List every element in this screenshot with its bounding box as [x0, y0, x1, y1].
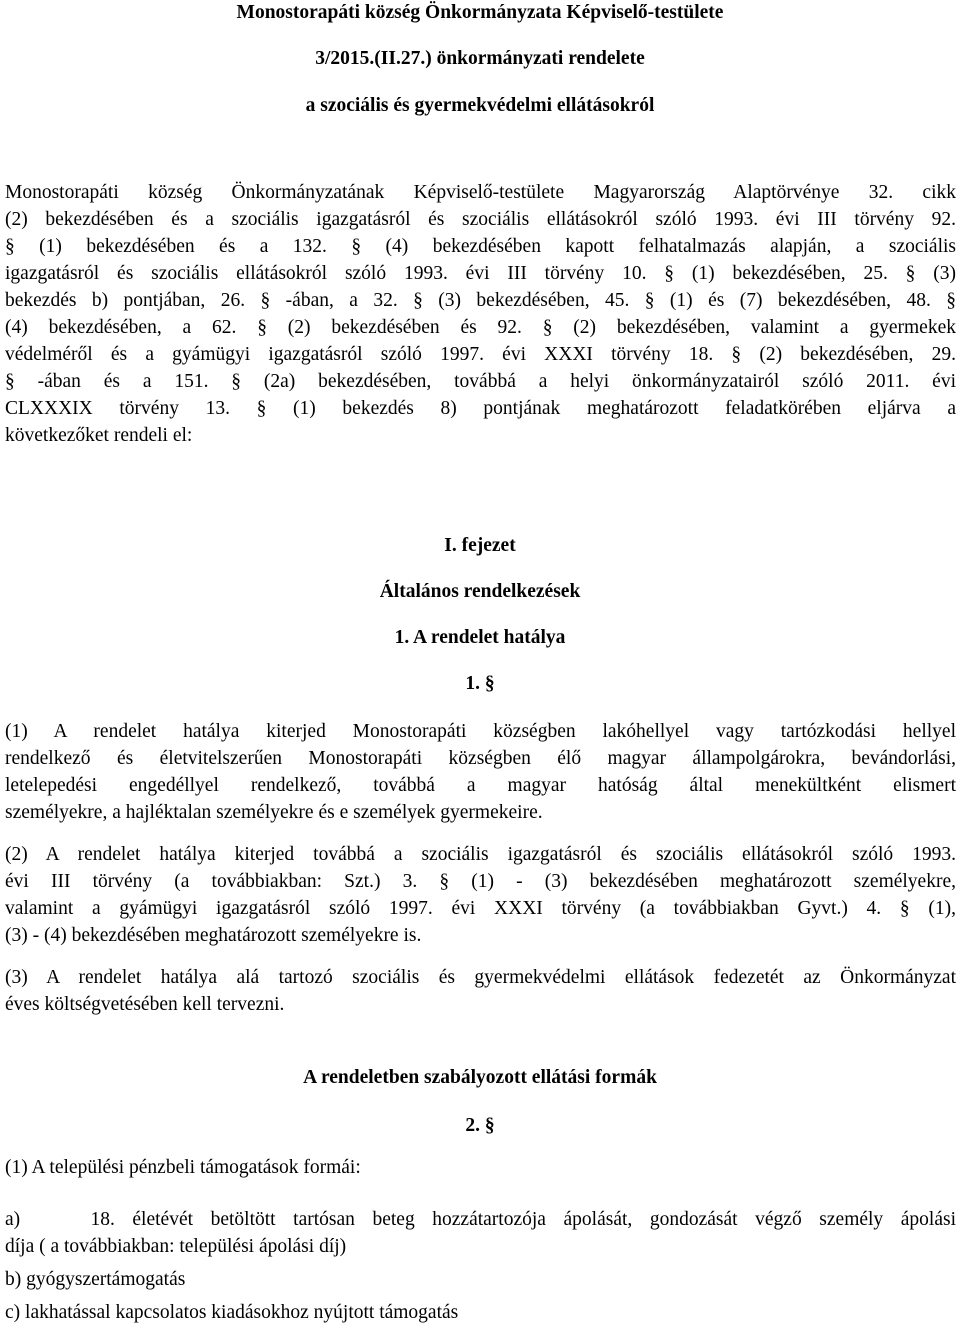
preamble-line: következőket rendeli el:	[5, 425, 193, 446]
paragraph-line: valamint a gyámügyi igazgatásról szóló 1997. évi XXXI törvény (a továbbiakban Gyvt.) 4. § (1),	[5, 898, 956, 919]
list-item-line: a) 18. életévét betöltött tartósan beteg hozzátartozója ápolását, gondozását végző személy ápolási	[5, 1209, 956, 1230]
preamble-line: (2) bekezdésében és a szociális igazgatásról és szociális ellátásokról szóló 1993. évi III törvény 92.	[5, 209, 956, 230]
chapter-title: Általános rendelkezések	[379, 581, 581, 602]
council-heading: Monostorapáti község Önkormányzata Képviselő-testülete	[236, 2, 724, 23]
preamble-paragraph	[5, 179, 956, 449]
paragraph-line: évi III törvény (a továbbiakban: Szt.) 3. § (1) - (3) bekezdésében meghatározott személyekre,	[5, 871, 956, 892]
preamble-line: Monostorapáti község Önkormányzatának Képviselő-testülete Magyarország Alaptörvénye 32. cikk	[5, 182, 956, 203]
chapter-number: I. fejezet	[444, 535, 516, 556]
preamble-line: igazgatásról és szociális ellátásokról szóló 1993. évi III törvény 10. § (1) bekezdésében, 25. § (3)	[5, 263, 956, 284]
section2-intro: (1) A települési pénzbeli támogatások formái:	[5, 1157, 361, 1178]
section2-paragraph-number: 2. §	[465, 1115, 495, 1136]
section-title: 1. A rendelet hatálya	[394, 627, 566, 648]
section2-item-b: b) gyógyszertámogatás	[5, 1269, 186, 1290]
paragraph-line: rendelkező és életvitelszerűen Monostorapáti községben élő magyar állampolgárokra, bevándorlási,	[5, 748, 956, 769]
preamble-line: bekezdés b) pontjában, 26. § -ában, a 32. § (3) bekezdésében, 45. § (1) és (7) bekezdésében, 48. §	[5, 290, 956, 311]
list-item-line: díja ( a továbbiakban: települési ápolási díj)	[5, 1236, 347, 1257]
regulation-number: 3/2015.(II.27.) önkormányzati rendelete	[315, 48, 645, 69]
paragraph-number: 1. §	[465, 673, 495, 694]
section2-title: A rendeletben szabályozott ellátási formák	[303, 1067, 657, 1088]
paragraph-line: éves költségvetésében kell tervezni.	[5, 994, 285, 1015]
preamble-line: CLXXXIX törvény 13. § (1) bekezdés 8) pontjának meghatározott feladatkörében eljárva a	[5, 398, 956, 419]
section2-item-a	[5, 1206, 956, 1260]
preamble-line: § (1) bekezdésében és a 132. § (4) bekezdésében kapott felhatalmazás alapján, a szociális	[5, 236, 956, 257]
paragraph-line: letelepedési engedéllyel rendelkező, továbbá a magyar hatóság által menekültként elismert	[5, 775, 956, 796]
section1-paragraph-3	[5, 964, 956, 1018]
preamble-line: (4) bekezdésében, a 62. § (2) bekezdésében és 92. § (2) bekezdésében, valamint a gyermekek	[5, 317, 956, 338]
paragraph-line: (3) - (4) bekezdésében meghatározott személyekre is.	[5, 925, 422, 946]
section1-paragraph-2	[5, 841, 956, 949]
paragraph-line: személyekre, a hajléktalan személyekre és e személyek gyermekeire.	[5, 802, 543, 823]
preamble-line: § -ában és a 151. § (2a) bekezdésében, továbbá a helyi önkormányzatairól szóló 2011. évi	[5, 371, 956, 392]
paragraph-line: (3) A rendelet hatálya alá tartozó szociális és gyermekvédelmi ellátások fedezetét az Önkormányzat	[5, 967, 956, 988]
paragraph-line: (1) A rendelet hatálya kiterjed Monostorapáti községben lakóhellyel vagy tartózkodási hellyel	[5, 721, 956, 742]
preamble-line: védelméről és a gyámügyi igazgatásról szóló 1997. évi XXXI törvény 18. § (2) bekezdésében, 29.	[5, 344, 956, 365]
regulation-subject: a szociális és gyermekvédelmi ellátásokról	[305, 95, 655, 116]
paragraph-line: (2) A rendelet hatálya kiterjed továbbá a szociális igazgatásról és szociális ellátásokról szóló 1993.	[5, 844, 956, 865]
section1-paragraph-1	[5, 718, 956, 826]
section2-item-c: c) lakhatással kapcsolatos kiadásokhoz nyújtott támogatás	[5, 1302, 459, 1323]
